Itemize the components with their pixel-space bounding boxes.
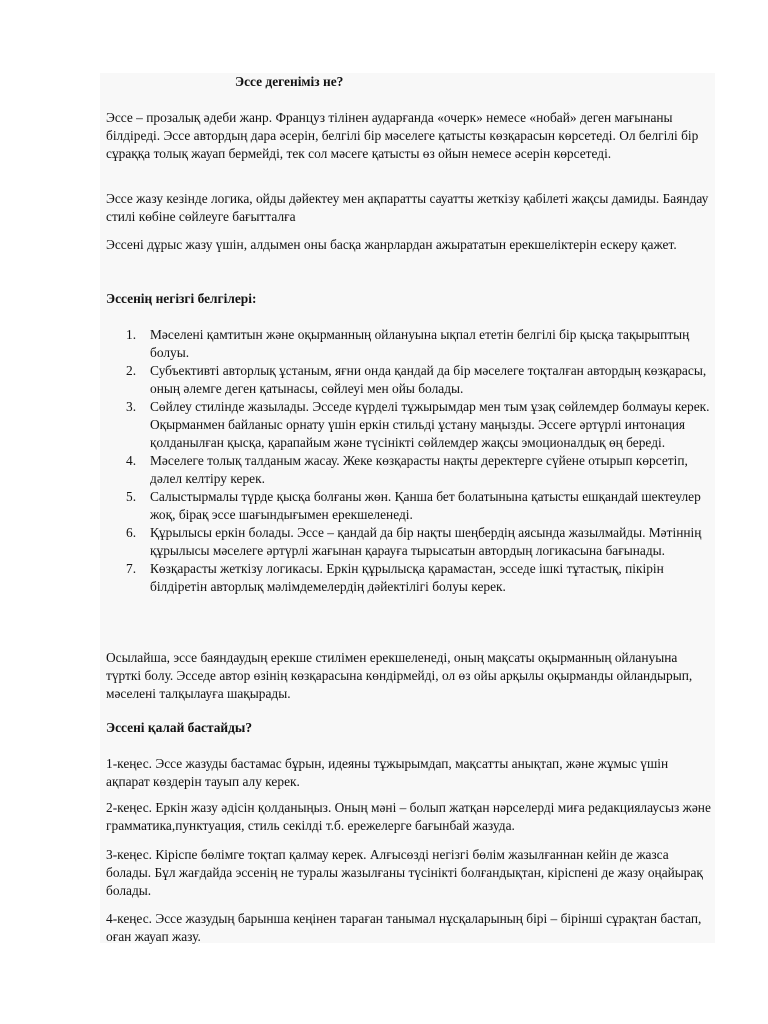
start-heading: Эссені қалай бастайды? <box>106 720 253 735</box>
list-item <box>126 560 711 596</box>
list-item <box>126 488 711 524</box>
tip-paragraph: 1-кеңес. Эссе жазуды бастамас бұрын, идеяны тұжырымдап, мақсатты анықтап, және жұмыс үшін ақпарат көздерін тауып алу керек. <box>106 756 669 789</box>
list-item <box>126 524 711 560</box>
list-item-text: Субъективті авторлық ұстаным, яғни онда қандай да бір мәселеге тоқталған автордың көзқарасы, оның әлемге деген қатынасы, сөйлеуі мен ойы болады. <box>150 363 707 396</box>
list-item-text: Құрылысы еркін болады. Эссе – қандай да бір нақты шеңбердің аясында жазылмайды. Мәтіннің құрылысы мәселеге әртүрлі жағынан қарауға тырысатын автордың логикасына бағынады. <box>150 525 702 558</box>
list-item-number: 7. <box>126 561 137 576</box>
list-item-number: 3. <box>126 399 137 414</box>
list-item <box>126 452 711 488</box>
summary-paragraph: Осылайша, эссе баяндаудың ерекше стилімен ерекшеленеді, оның мақсаты оқырманның ойлануына түрткі болу. Эсседе автор өзінің көзқарасына көндірмейді, ол өз ойы арқылы оқырманды ойландырып, мәселені талқылауға шақырады. <box>106 650 693 701</box>
features-heading: Эссенің негізгі белгілері: <box>106 291 257 306</box>
list-item-number: 5. <box>126 489 137 504</box>
intro-paragraph: Эссе жазу кезінде логика, ойды дәйектеу мен ақпаратты сауатты жеткізу қабілеті жақсы дамиды. Баяндау стилі көбіне сөйлеуге бағытталға <box>106 191 709 224</box>
intro-paragraph: Эссе – прозалық әдеби жанр. Француз тілінен аударғанда «очерк» немесе «нобай» деген мағынаны білдіреді. Эссе автордың дара әсерін, белгілі бір мәселеге қатысты көзқарасын көрсетеді. Ол белгілі бір сұраққа толық жауап бермейді, тек сол мәсеге қатысты өз ойын немесе әсерін көрсетеді. <box>106 110 699 161</box>
list-item-text: Көзқарасты жеткізу логикасы. Еркін құрылысқа қарамастан, эсседе ішкі тұтастық, пікірін білдіретін авторлық мәлімдемелердің дәйектілігі болуы керек. <box>150 561 664 594</box>
features-list <box>106 326 711 596</box>
tip-paragraph: 2-кеңес. Еркін жазу әдісін қолданыңыз. Оның мәні – болып жатқан нәрселерді миға редакциялаусыз және грамматика,пунктуация, стиль секілді т.б. ережелерге бағынбай жазуда. <box>106 800 711 833</box>
list-item <box>126 398 711 452</box>
page-title: Эссе дегеніміз не? <box>235 74 344 89</box>
list-item <box>126 362 711 398</box>
list-item <box>126 326 711 362</box>
document-body <box>100 73 715 943</box>
intro-paragraph: Эссені дұрыс жазу үшін, алдымен оны басқа жанрлардан ажырататын ерекшеліктерін ескеру қажет. <box>106 237 677 252</box>
list-item-number: 4. <box>126 453 137 468</box>
list-item-text: Сөйлеу стилінде жазылады. Эсседе күрделі тұжырымдар мен тым ұзақ сөйлемдер болмауы керек. Оқырманмен байланыс орнату үшін еркін стильді ұстану маңызды. Эссеге әртүрлі интонация қолданылған қысқа, қарапайым және түсінікті сөйлемдер жақсы эмоционалдық өң береді. <box>150 399 710 450</box>
list-item-number: 1. <box>126 327 137 342</box>
tip-paragraph: 3-кеңес. Кіріспе бөлімге тоқтап қалмау керек. Алғысөзді негізгі бөлім жазылғаннан кейін де жазса болады. Бұл жағдайда эссенің не туралы жазылғаны түсінікті болғандықтан, кіріспені де жазу оңайырақ болады. <box>106 847 703 898</box>
list-item-text: Салыстырмалы түрде қысқа болғаны жөн. Қанша бет болатынына қатысты ешқандай шектеулер жоқ, бірақ эссе шағындығымен ерекшеленеді. <box>150 489 701 522</box>
list-item-text: Мәселеге толық талданым жасау. Жеке көзқарасты нақты деректерге сүйене отырып көрсетіп, дәлел келтіру керек. <box>150 453 688 486</box>
list-item-text: Мәселені қамтитын және оқырманның ойлануына ықпал ететін белгілі бір қысқа тақырыптың болуы. <box>150 327 690 360</box>
list-item-number: 2. <box>126 363 137 378</box>
list-item-number: 6. <box>126 525 137 540</box>
tip-paragraph: 4-кеңес. Эссе жазудың барынша кеңінен тараған танымал нұсқаларының бірі – біріншi сұрақтан бастап, оған жауап жазу. <box>106 911 702 944</box>
